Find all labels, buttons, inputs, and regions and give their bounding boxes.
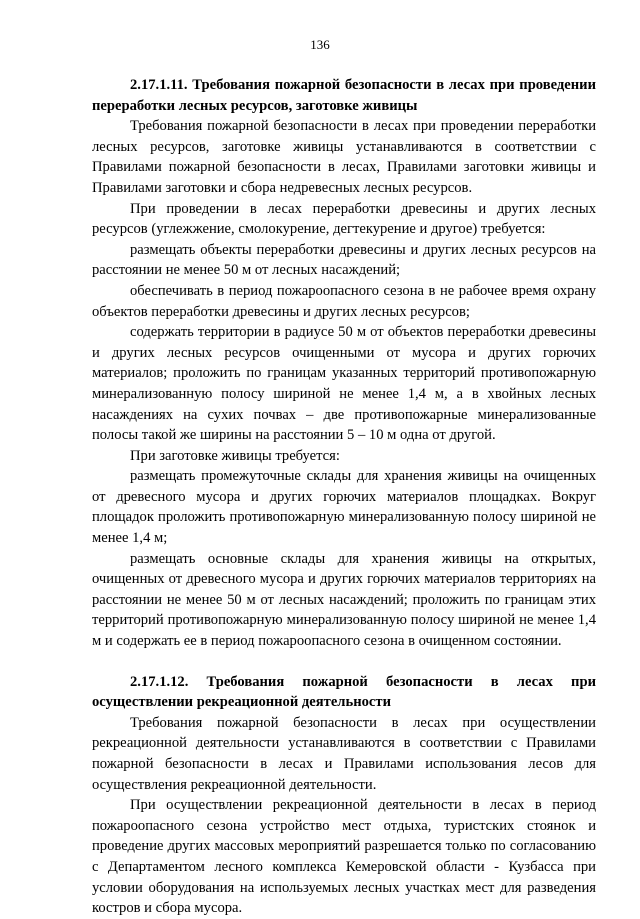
page-number: 136 [310,37,330,52]
paragraph: обеспечивать в период пожароопасного сезона в не рабочее время охрану объектов переработки древесины и других лесных ресурсов; [92,282,596,320]
section-spacer [92,652,596,672]
paragraph: размещать основные склады для хранения живицы на открытых, очищенных от древесного мусора и других горючих материалов территориях на расстоянии не менее 50 м от лесных насаждений; проложить по границам этих территорий противопожарную минерализованную полосу шириной не менее 1,4 м и содержать ее в период пожароопасного сезона в очищенном состоянии. [92,550,596,650]
paragraph: Требования пожарной безопасности в лесах при осуществлении рекреационной деятельности устанавливаются в соответствии с Правилами пожарной безопасности в лесах и Правилами использования лесов для осуществления рекреационной деятельности. [92,714,596,793]
paragraph: размещать объекты переработки древесины и других лесных ресурсов на расстоянии не менее 50 м от лесных насаждений; [92,241,596,279]
paragraph: При осуществлении рекреационной деятельности в лесах в период пожароопасного сезона устройство мест отдыха, туристских стоянок и проведение других массовых мероприятий разрешается только по согласованию с Департаментом лесного комплекса Кемеровской области - Кузбасса при условии оборудования на используемых лесных участках мест для разведения костров и сбора мусора. [92,797,596,917]
section-heading: 2.17.1.11. Требования пожарной безопасности в лесах при проведении переработки лесных ресурсов, заготовке живицы [92,77,596,114]
section-2-17-1-12 [92,672,596,919]
paragraph: При заготовке живицы требуется: [130,447,340,464]
document-body [92,75,596,919]
paragraph: содержать территории в радиусе 50 м от объектов переработки древесины и других лесных ресурсов очищенными от мусора и других горючих материалов; проложить по границам указанных территорий противопожарную минерализованную полосу шириной не менее 1,4 м, а в хвойных лесных насаждениях на сухих почвах – две противопожарные минерализованные полосы такой же ширины на расстоянии 5 – 10 м одна от другой. [92,324,596,444]
paragraph: размещать промежуточные склады для хранения живицы на очищенных от древесного мусора и других горючих материалов площадках. Вокруг площадок проложить противопожарную минерализованную полосу шириной не менее 1,4 м; [92,468,596,547]
paragraph: Требования пожарной безопасности в лесах при проведении переработки лесных ресурсов, заготовке живицы устанавливаются в соответствии с Правилами пожарной безопасности в лесах, Правилами заготовки живицы и Правилами заготовки и сбора недревесных лесных ресурсов. [92,118,596,196]
section-2-17-1-11 [92,75,596,652]
paragraph: При проведении в лесах переработки древесины и других лесных ресурсов (углежжение, смолокурение, дегтекурение и другое) требуется: [92,200,596,238]
section-heading: 2.17.1.12. Требования пожарной безопасности в лесах при осуществлении рекреационной деятельности [92,673,596,711]
